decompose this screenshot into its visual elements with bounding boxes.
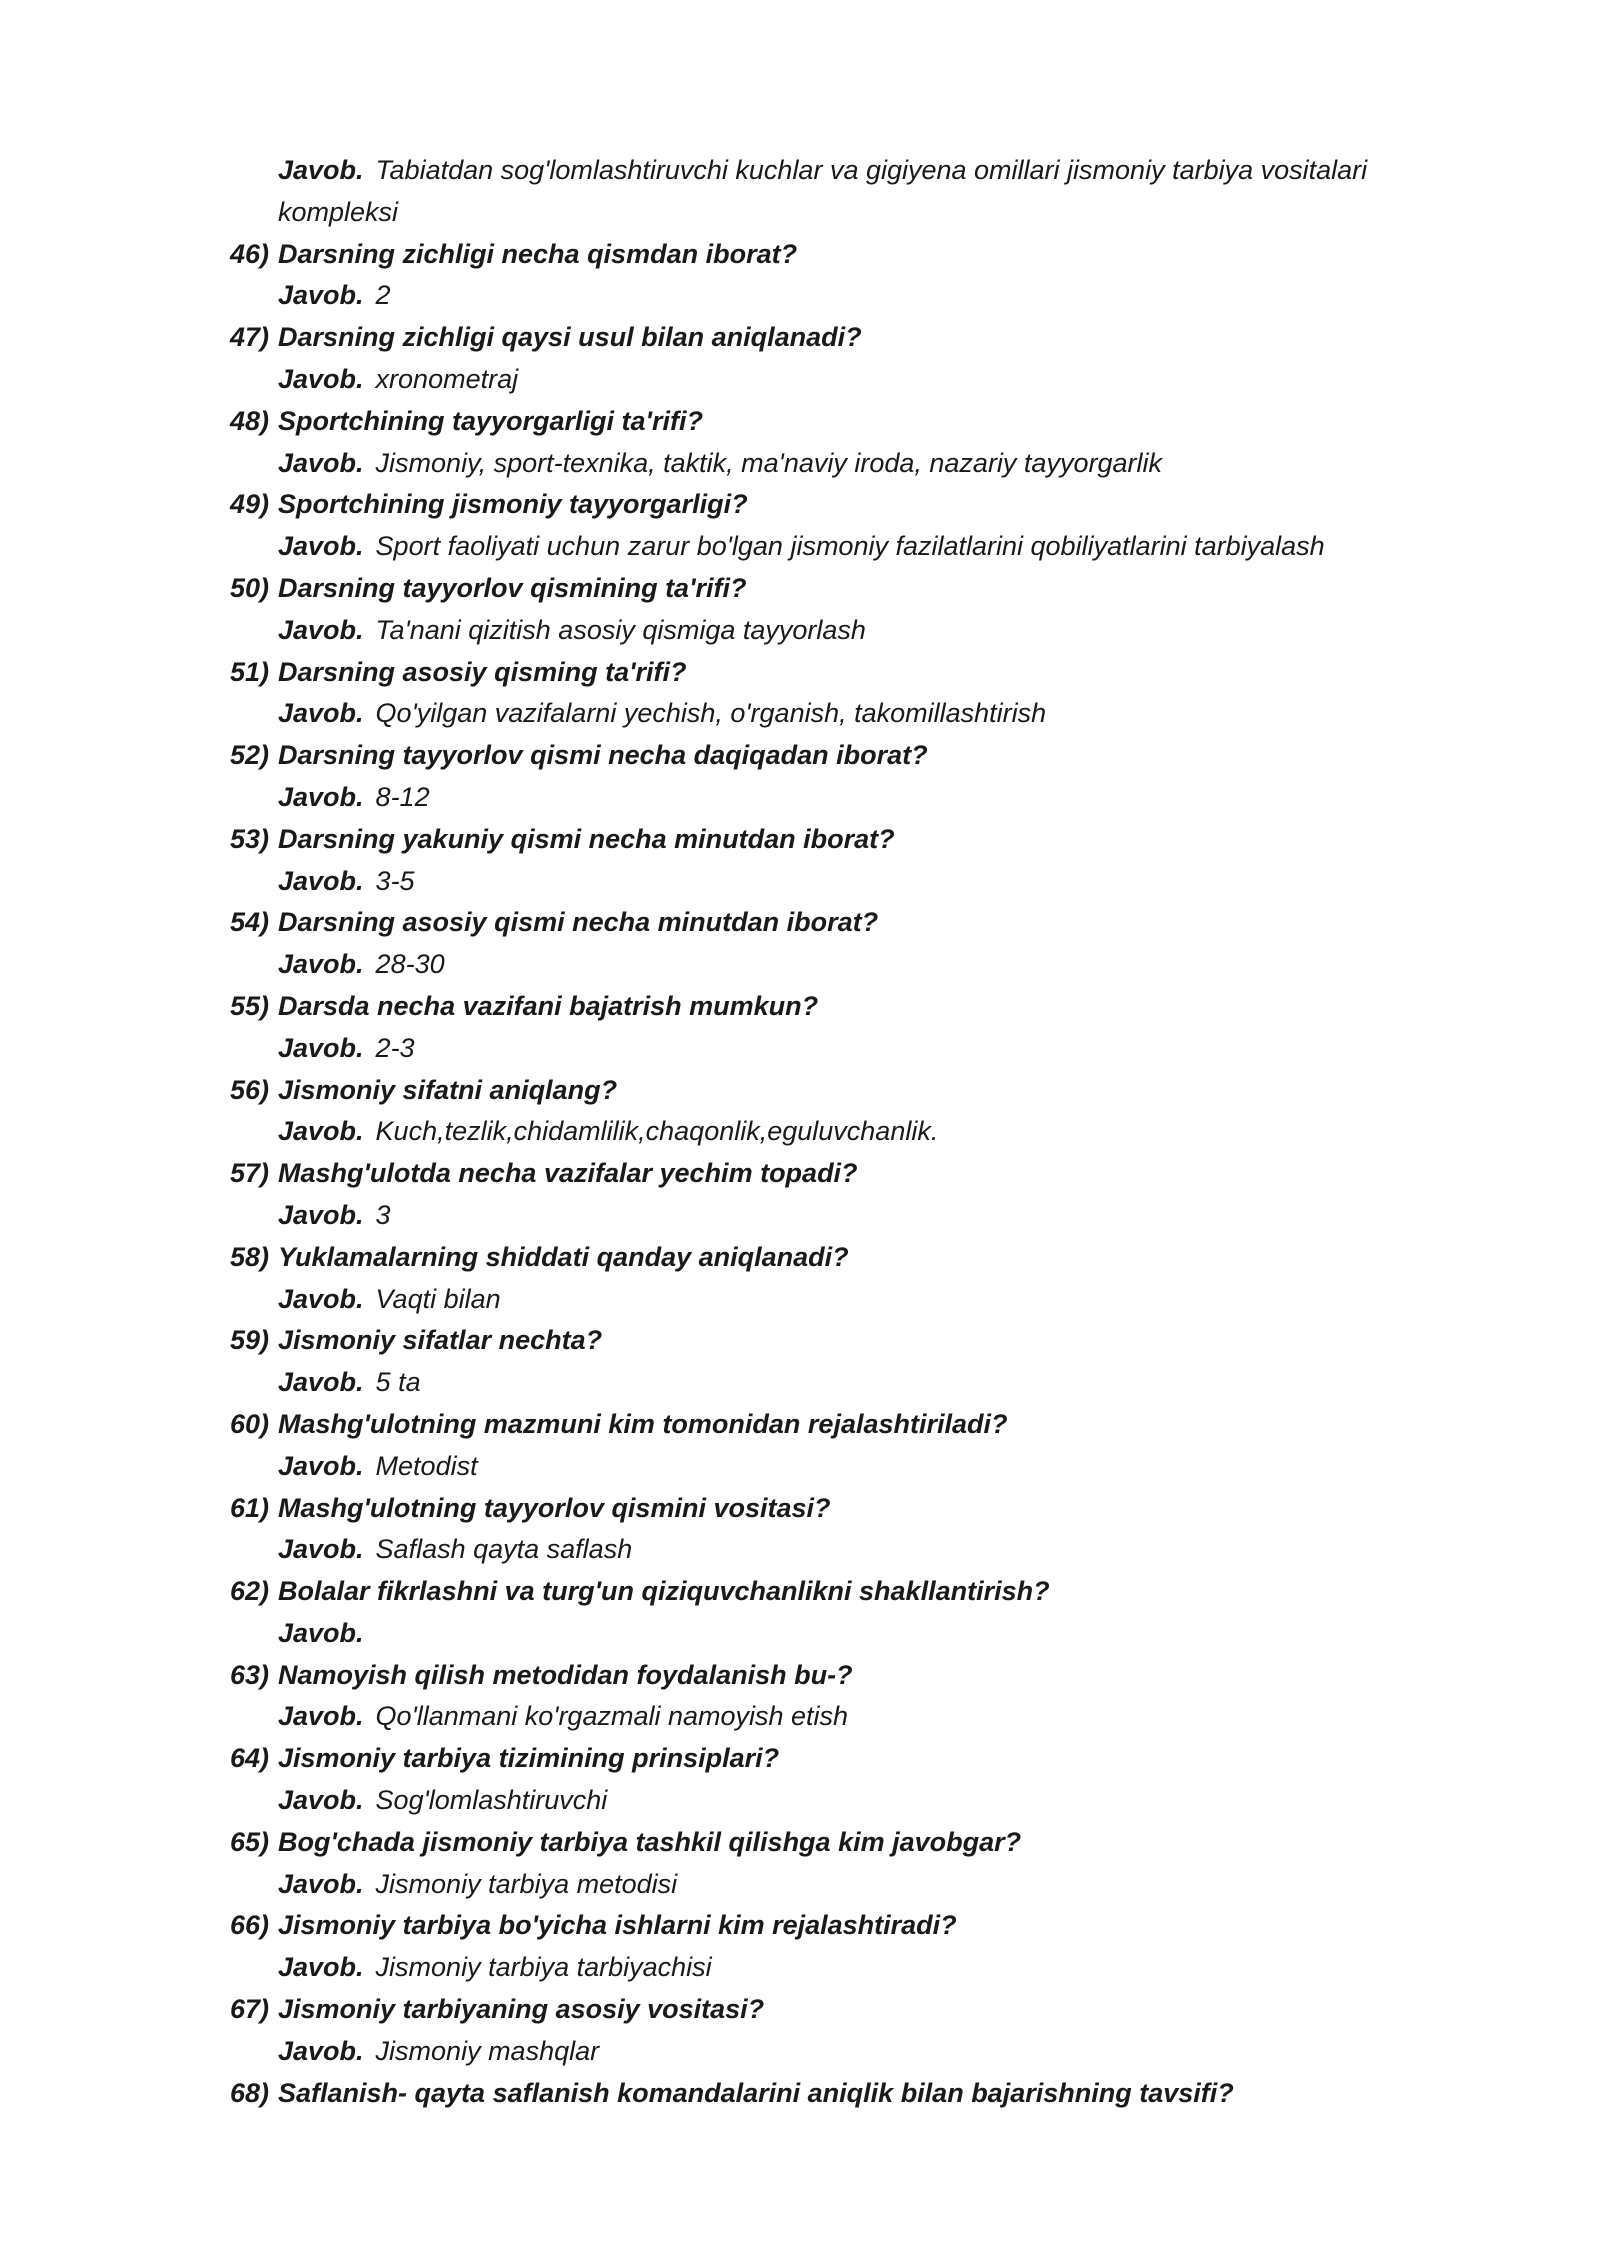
answer-label: Javob. [278, 2035, 364, 2066]
question-number: 63) [230, 1659, 270, 1690]
answer-line [230, 1195, 1410, 1237]
answer-text: Jismoniy tarbiya metodisi [375, 1868, 678, 1899]
answer-line [230, 1362, 1410, 1404]
question-number: 47) [230, 322, 270, 353]
question-text: Bog'chada jismoniy tarbiya tashkil qilishga kim javobgar? [278, 1826, 1022, 1857]
answer-text: Jismoniy mashqlar [375, 2035, 600, 2066]
question-line [230, 1905, 1410, 1947]
answer-line [230, 275, 1410, 317]
question-number: 48) [230, 405, 270, 436]
question-number: 52) [230, 740, 270, 771]
answer-line [230, 1613, 1410, 1655]
answer-label: Javob. [278, 1952, 364, 1983]
answer-text: Kuch,tezlik,chidamlilik,chaqonlik,eguluvchanlik. [375, 1116, 939, 1147]
answer-text: Sog'lomlashtiruvchi [375, 1785, 608, 1816]
intro-answer [230, 150, 1410, 234]
answer-text: Vaqti bilan [375, 1283, 501, 1314]
answer-text: Jismoniy, sport-texnika, taktik, ma'naviy iroda, nazariy tayyorgarlik [375, 447, 1162, 478]
question-text: Darsning asosiy qisming ta'rifi? [278, 656, 687, 687]
question-text: Darsning tayyorlov qismi necha daqiqadan iborat? [278, 740, 928, 771]
question-text: Mashg'ulotning tayyorlov qismini vositasi? [278, 1492, 831, 1523]
answer-label: Javob. [278, 531, 364, 562]
question-text: Yuklamalarning shiddati qanday aniqlanadi? [278, 1241, 849, 1272]
answer-line [230, 861, 1410, 903]
answer-text: 8-12 [375, 781, 430, 812]
question-number: 65) [230, 1826, 270, 1857]
answer-text: Saflash qayta saflash [375, 1534, 633, 1565]
answer-label: Javob. [278, 1785, 364, 1816]
answer-line [230, 944, 1410, 986]
question-text: Namoyish qilish metodidan foydalanish bu-? [278, 1659, 853, 1690]
question-line [230, 1571, 1410, 1613]
question-line [230, 317, 1410, 359]
answer-line [230, 777, 1410, 819]
answer-label: Javob. [278, 614, 364, 645]
question-line [230, 568, 1410, 610]
question-number: 54) [230, 907, 270, 938]
question-line [230, 401, 1410, 443]
answer-line [230, 1947, 1410, 1989]
question-number: 61) [230, 1492, 270, 1523]
answer-text: 28-30 [375, 949, 445, 980]
question-number: 57) [230, 1158, 270, 1189]
question-line [230, 902, 1410, 944]
question-text: Sportchining tayyorgarligi ta'rifi? [278, 405, 703, 436]
question-text: Jismoniy tarbiyaning asosiy vositasi? [278, 1994, 765, 2025]
answer-label: Javob. [278, 1534, 364, 1565]
question-text: Mashg'ulotda necha vazifalar yechim topadi? [278, 1158, 858, 1189]
answer-text: Qo'yilgan vazifalarni yechish, o'rganish, takomillashtirish [375, 698, 1047, 729]
answer-label: Javob. [278, 1450, 364, 1481]
answer-label: Javob. [278, 1367, 364, 1398]
question-line [230, 1404, 1410, 1446]
question-line [230, 652, 1410, 694]
question-line [230, 1989, 1410, 2031]
question-line [230, 986, 1410, 1028]
question-line [230, 1320, 1410, 1362]
answer-line [230, 443, 1410, 485]
answer-text: Ta'nani qizitish asosiy qismiga tayyorlash [375, 614, 866, 645]
answer-text: Jismoniy tarbiya tarbiyachisi [375, 1952, 712, 1983]
answer-label: Javob. [278, 1868, 364, 1899]
question-text: Jismoniy tarbiya bo'yicha ishlarni kim rejalashtiradi? [278, 1910, 957, 1941]
question-number: 68) [230, 2077, 270, 2108]
question-number: 55) [230, 990, 270, 1021]
answer-line [230, 2031, 1410, 2073]
answer-label: Javob. [278, 781, 364, 812]
answer-label: Javob. [278, 1116, 364, 1147]
qa-list [230, 150, 1410, 2114]
answer-label: Javob. [278, 1701, 364, 1732]
question-text: Jismoniy tarbiya tizimining prinsiplari? [278, 1743, 780, 1774]
question-line [230, 1070, 1410, 1112]
question-number: 46) [230, 238, 270, 269]
question-number: 49) [230, 489, 270, 520]
question-text: Darsning zichligi qaysi usul bilan aniqlanadi? [278, 322, 862, 353]
question-number: 59) [230, 1325, 270, 1356]
question-line [230, 819, 1410, 861]
question-number: 66) [230, 1910, 270, 1941]
question-text: Mashg'ulotning mazmuni kim tomonidan rejalashtiriladi? [278, 1408, 1008, 1439]
answer-line [230, 610, 1410, 652]
question-text: Darsning yakuniy qismi necha minutdan iborat? [278, 823, 895, 854]
question-text: Darsning asosiy qismi necha minutdan iborat? [278, 907, 879, 938]
answer-line [230, 1028, 1410, 1070]
answer-label: Javob. [278, 280, 364, 311]
answer-label: Javob. [278, 155, 364, 185]
qa-items [230, 234, 1410, 2115]
answer-text: Sport faoliyati uchun zarur bo'lgan jismoniy fazilatlarini qobiliyatlarini tarbiyalash [375, 531, 1325, 562]
question-line [230, 735, 1410, 777]
answer-line [230, 1111, 1410, 1153]
question-text: Saflanish- qayta saflanish komandalarini aniqlik bilan bajarishning tavsifi? [278, 2077, 1234, 2108]
question-text: Jismoniy sifatni aniqlang? [278, 1074, 618, 1105]
answer-line [230, 1529, 1410, 1571]
question-number: 60) [230, 1408, 270, 1439]
answer-line [230, 526, 1410, 568]
answer-label: Javob. [278, 949, 364, 980]
answer-line [230, 1446, 1410, 1488]
answer-text: 3-5 [375, 865, 415, 896]
question-number: 56) [230, 1074, 270, 1105]
question-text: Darsning zichligi necha qismdan iborat? [278, 238, 798, 269]
question-text: Darsning tayyorlov qismining ta'rifi? [278, 572, 747, 603]
question-text: Jismoniy sifatlar nechta? [278, 1325, 603, 1356]
answer-text: Tabiatdan sog'lomlashtiruvchi kuchlar va gigiyena omillari jismoniy tarbiya vositalari kompleksi [278, 155, 1368, 227]
answer-label: Javob. [278, 1617, 364, 1648]
answer-label: Javob. [278, 1199, 364, 1230]
answer-line [230, 693, 1410, 735]
answer-text: Qo'llanmani ko'rgazmali namoyish etish [375, 1701, 849, 1732]
question-line [230, 1237, 1410, 1279]
question-line [230, 1488, 1410, 1530]
answer-label: Javob. [278, 865, 364, 896]
answer-label: Javob. [278, 698, 364, 729]
question-line [230, 2073, 1410, 2115]
question-number: 67) [230, 1994, 270, 2025]
answer-line [230, 1696, 1410, 1738]
question-number: 53) [230, 823, 270, 854]
question-text: Darsda necha vazifani bajatrish mumkun? [278, 990, 819, 1021]
answer-label: Javob. [278, 447, 364, 478]
answer-text: 5 ta [375, 1367, 421, 1398]
question-line [230, 1822, 1410, 1864]
question-line [230, 1655, 1410, 1697]
question-number: 62) [230, 1576, 270, 1607]
answer-line [230, 1279, 1410, 1321]
question-number: 50) [230, 572, 270, 603]
question-line [230, 1153, 1410, 1195]
question-number: 51) [230, 656, 270, 687]
answer-line [230, 1780, 1410, 1822]
answer-text: Metodist [375, 1450, 478, 1481]
question-line [230, 484, 1410, 526]
answer-text: 3 [375, 1199, 391, 1230]
answer-line [230, 359, 1410, 401]
answer-text: 2-3 [375, 1032, 415, 1063]
question-line [230, 1738, 1410, 1780]
answer-line [230, 1864, 1410, 1906]
question-line [230, 234, 1410, 276]
answer-label: Javob. [278, 1283, 364, 1314]
question-text: Bolalar fikrlashni va turg'un qiziquvchanlikni shakllantirish? [278, 1576, 1050, 1607]
answer-text: 2 [375, 280, 391, 311]
answer-label: Javob. [278, 1032, 364, 1063]
answer-label: Javob. [278, 363, 364, 394]
answer-text: xronometraj [375, 363, 519, 394]
question-text: Sportchining jismoniy tayyorgarligi? [278, 489, 748, 520]
question-number: 58) [230, 1241, 270, 1272]
question-number: 64) [230, 1743, 270, 1774]
